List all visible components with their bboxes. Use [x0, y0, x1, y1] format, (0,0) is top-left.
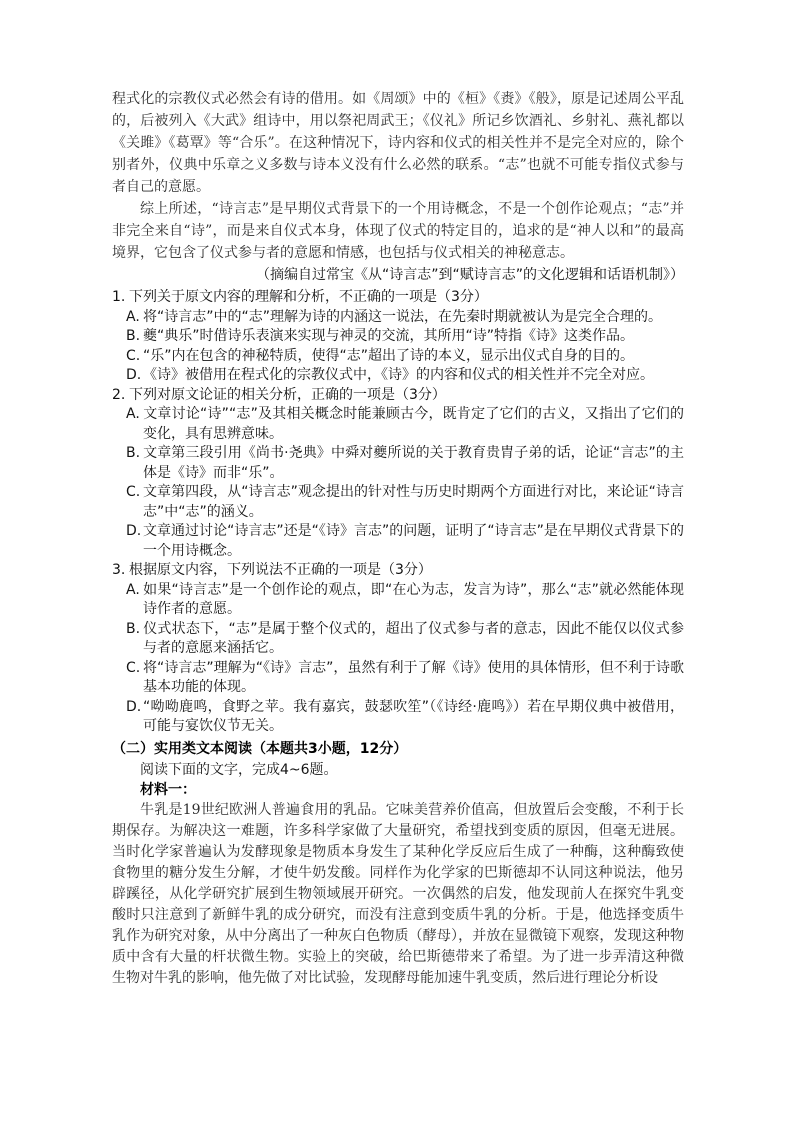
- option-text: 仪式状态下，“志”是属于整个仪式的，超出了仪式参与者的意志，因此不能仅以仪式参与者的意愿来涵括它。: [143, 620, 684, 656]
- question-1-option-d: [112, 366, 684, 386]
- option-label: D.: [126, 523, 142, 539]
- option-text: 《诗》被借用在程式化的宗教仪式中，《诗》的内容和仪式的相关性并不完全对应。: [143, 367, 654, 383]
- option-text: 文章讨论“诗”“志”及其相关概念时能兼顾古今，既肯定了它们的古义，又指出了它们的变化，具有思辨意味。: [143, 406, 684, 442]
- question-2-option-b: [112, 444, 684, 483]
- option-text: 将“诗言志”理解为“《诗》言志”，虽然有利于了解《诗》使用的具体情形，但不利于诗歌基本功能的体现。: [143, 659, 684, 695]
- passage-attribution: （摘编自过常宝《从“诗言志”到“赋诗言志”的文化逻辑和话语机制》）: [255, 267, 684, 283]
- material-1-label: 材料一：: [140, 781, 196, 798]
- question-3-option-c: [112, 659, 684, 698]
- option-label: A.: [126, 308, 140, 325]
- question-3: [112, 561, 684, 737]
- option-text: 如果“诗言志”是一个创作论的观点，即“在心为志，发言为诗”，那么“志”就必然能体现诗作者的意愿。: [143, 581, 684, 617]
- question-1-stem: [112, 288, 684, 308]
- option-label: B.: [126, 620, 141, 637]
- option-text: “呦呦鹿鸣，食野之苹。我有嘉宾，鼓瑟吹笙”（《诗经·鹿鸣》）若在早期仪典中被借用，可能与宴饮仪节无关。: [143, 698, 684, 734]
- question-2: [112, 386, 684, 562]
- question-2-option-a: [112, 405, 684, 444]
- option-label: D.: [126, 698, 142, 715]
- section-2-heading: （二）实用类文本阅读（本题共3小题，12分）: [112, 740, 408, 757]
- page-content: [112, 88, 684, 989]
- option-label: B.: [126, 445, 141, 461]
- section-2-instruction: 阅读下面的文字，完成4~6题。: [140, 761, 338, 778]
- option-label: B.: [126, 328, 141, 344]
- option-label: A.: [126, 581, 140, 598]
- option-label: C.: [126, 347, 141, 364]
- option-label: D.: [126, 367, 142, 383]
- option-text: 将“诗言志”中的“志”理解为诗的内涵这一说法，在先秦时期就被认为是完全合理的。: [143, 308, 663, 325]
- option-label: C.: [126, 484, 141, 500]
- option-text: 文章第四段，从“诗言志”观念提出的针对性与历史时期两个方面进行对比，来论证“诗言志”中“志”的涵义。: [143, 484, 684, 520]
- question-2-option-c: [112, 483, 684, 522]
- option-text: 文章第三段引用《尚书·尧典》中舜对夔所说的关于教育贵胄子弟的话，论证“言志”的主体是《诗》而非“乐”。: [143, 445, 684, 481]
- question-1-option-b: [112, 327, 684, 347]
- question-3-number: 3.: [112, 562, 126, 578]
- question-3-option-d: [112, 698, 684, 737]
- option-text: 夔“典乐”时借诗乐表演来实现与神灵的交流，其所用“诗”特指《诗》这类作品。: [143, 328, 635, 344]
- question-2-option-d: [112, 522, 684, 561]
- question-1: [112, 288, 684, 386]
- option-text: “乐”内在包含的神秘特质，使得“志”超出了诗的本义，显示出仪式自身的目的。: [143, 347, 635, 364]
- question-3-option-b: [112, 620, 684, 659]
- option-text: 文章通过讨论“诗言志”还是“《诗》言志”的问题，证明了“诗言志”是在早期仪式背景下的一个用诗概念。: [143, 523, 684, 559]
- question-1-stem-text: 下列关于原文内容的理解和分析，不正确的一项是（3分）: [129, 289, 488, 305]
- option-label: A.: [126, 406, 140, 422]
- passage-paragraph-1: 程式化的宗教仪式必然会有诗的借用。如《周颂》中的《桓》《赉》《般》，原是记述周公平乱的，后被列入《大武》组诗中，用以祭祀周武王；《仪礼》所记乡饮酒礼、乡射礼、燕礼都以《关雎》《葛覃》等“合乐”。在这种情况下，诗内容和仪式的相关性并不是完全对应的，除个别者外，仪典中乐章之义多数与诗本义没有什么必然的联系。“志”也就不可能专指仪式参与者自己的意愿。: [112, 91, 684, 195]
- question-3-stem: [112, 561, 684, 581]
- option-label: C.: [126, 659, 141, 676]
- question-3-option-a: [112, 581, 684, 620]
- question-3-stem-text: 根据原文内容，下列说法不正确的一项是（3分）: [129, 562, 432, 578]
- passage-paragraph-2: 综上所述，“诗言志”是早期仪式背景下的一个用诗概念，不是一个创作论观点；“志”并非完全来自“诗”，而是来自仪式本身，体现了仪式的特定目的，追求的是“神人以和”的最高境界，它包含了仪式参与者的意愿和情感，也包括与仪式相关的神秘意志。: [112, 201, 684, 261]
- question-2-number: 2.: [112, 386, 126, 403]
- question-1-option-c: [112, 347, 684, 367]
- question-2-stem: [112, 386, 684, 406]
- question-1-number: 1.: [112, 289, 126, 305]
- question-1-option-a: [112, 308, 684, 328]
- material-1-paragraph: 牛乳是19世纪欧洲人普遍食用的乳品。它味美营养价值高，但放置后会变酸，不利于长期保存。为解决这一难题，许多科学家做了大量研究，希望找到变质的原因，但毫无进展。当时化学家普遍认为发酵现象是物质本身发生了某种化学反应后生成了一种酶，这种酶致使食物里的糖分发生分解，才使牛奶发酸。同样作为化学家的巴斯德却不认同这种说法，他另辟蹊径，从化学研究扩展到生物领域展开研究。一次偶然的启发，他发现前人在探究牛乳变酸时只注意到了新鲜牛乳的成分研究，而没有注意到变质牛乳的分析。于是，他选择变质牛乳作为研究对象，从中分离出了一种灰白色物质（酵母），并放在显微镜下观察，发现这种物质中含有大量的杆状微生物。实验上的突破，给巴斯德带来了希望。为了进一步弄清这种微生物对牛乳的影响，他先做了对比试验，发现酵母能加速牛乳变质，然后进行理论分析设: [112, 801, 684, 986]
- question-2-stem-text: 下列对原文论证的相关分析，正确的一项是（3分）: [129, 386, 446, 403]
